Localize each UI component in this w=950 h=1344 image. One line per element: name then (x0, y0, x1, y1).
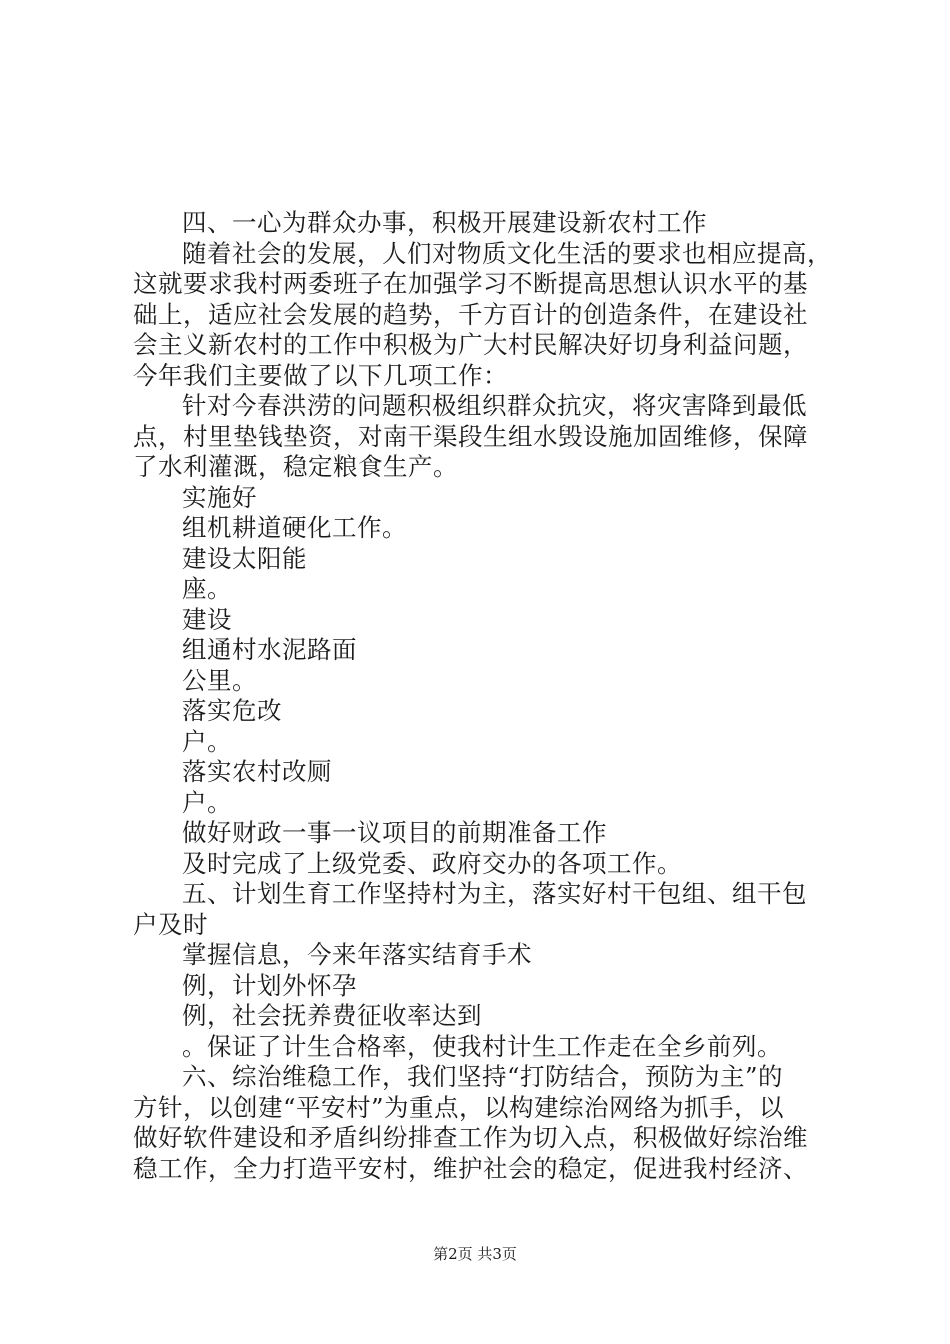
text-line: 四、一心为群众办事，积极开展建设新农村工作 (182, 208, 707, 237)
text-line: 会主义新农村的工作中积极为广大村民解决好切身利益问题， (133, 330, 808, 359)
text-line: 实施好 (182, 482, 257, 512)
text-line: 组机耕道硬化工作。 (182, 513, 407, 542)
text-line: 组通村水泥路面 (182, 635, 357, 664)
text-line: 及时完成了上级党委、政府交办的各项工作。 (182, 848, 682, 878)
text-line: 六、综治维稳工作，我们坚持“打防结合，预防为主”的 (182, 1062, 784, 1091)
text-line: 。保证了计生合格率，使我村计生工作走在全乡前列。 (182, 1031, 782, 1061)
text-line: 落实农村改厕 (182, 757, 332, 786)
text-line: 点，村里垫钱垫资，对南干渠段生组水毁设施加固维修，保障 (133, 421, 808, 451)
text-line: 建设太阳能 (182, 543, 307, 573)
text-line: 随着社会的发展，人们对物质文化生活的要求也相应提高， (182, 238, 832, 268)
text-line: 了水利灌溉，稳定粮食生产。 (133, 452, 458, 481)
text-line: 户。 (182, 787, 232, 817)
text-line: 座。 (182, 574, 232, 603)
text-line: 这就要求我村两委班子在加强学习不断提高思想认识水平的基 (133, 269, 808, 298)
text-line: 今年我们主要做了以下几项工作： (133, 360, 508, 390)
text-line: 掌握信息，今来年落实结育手术 (182, 940, 532, 969)
text-line: 户及时 (133, 909, 208, 939)
document-body (133, 208, 833, 1184)
text-line: 公里。 (182, 665, 257, 695)
text-line: 针对今春洪涝的问题积极组织群众抗灾，将灾害降到最低 (182, 391, 807, 420)
text-line: 例，社会抚养费征收率达到 (182, 1001, 482, 1030)
text-line: 落实危改 (182, 696, 282, 725)
text-line: 建设 (182, 604, 232, 634)
text-line: 础上，适应社会发展的趋势，千方百计的创造条件，在建设社 (133, 299, 808, 329)
page-footer: 第2页 共3页 (433, 1245, 517, 1263)
text-line: 做好软件建设和矛盾纠纷排查工作为切入点，积极做好综治维 (133, 1123, 808, 1152)
text-line: 稳工作，全力打造平安村，维护社会的稳定，促进我村经济、 (133, 1153, 808, 1183)
text-line: 五、计划生育工作坚持村为主，落实好村干包组、组干包 (182, 879, 807, 908)
text-line: 户。 (182, 726, 232, 756)
text-line: 做好财政一事一议项目的前期准备工作 (182, 818, 607, 847)
text-line: 方针，以创建“平安村”为重点，以构建综治网络为抓手，以 (133, 1092, 785, 1122)
text-line: 例，计划外怀孕 (182, 970, 357, 1000)
